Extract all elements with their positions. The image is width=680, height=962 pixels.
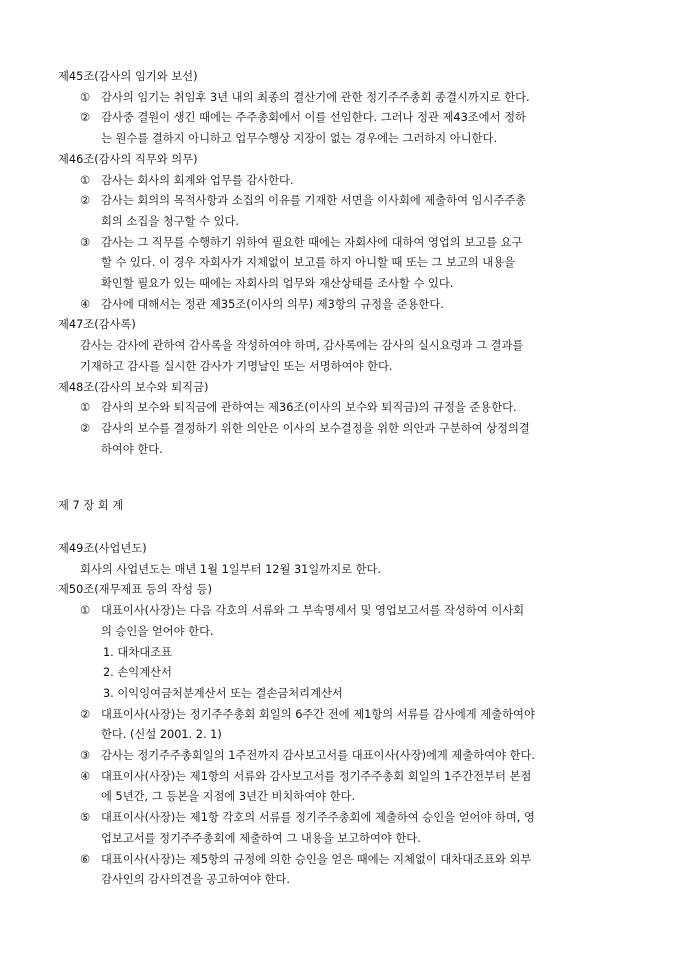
line-text: 한다. (신설 2001. 2. 1)	[101, 728, 222, 742]
article-paragraph	[80, 233, 522, 253]
article-paragraph-continuation	[101, 129, 497, 149]
article-paragraph	[80, 419, 530, 439]
article-paragraph	[80, 746, 535, 766]
line-text: 하여야 한다.	[101, 442, 163, 456]
article-title	[58, 539, 147, 559]
article-body-line	[80, 357, 392, 377]
line-text: 제48조(감사의 보수와 퇴직금)	[58, 380, 209, 394]
line-text: 기재하고 감사를 실시한 감사가 기명날인 또는 서명하여야 한다.	[80, 359, 393, 373]
article-paragraph	[80, 108, 526, 128]
article-paragraph	[80, 191, 526, 211]
article-body-line	[80, 560, 381, 580]
line-text: 는 원수를 결하지 아니하고 업무수행상 지장이 없는 경우에는 그러하지 아니한다.	[101, 132, 498, 146]
article-paragraph	[80, 705, 535, 725]
article-paragraph	[80, 601, 524, 621]
line-text: 감사의 보수를 결정하기 위한 의안은 이사의 보수결정을 위한 의안과 구분하여 상정의결	[101, 421, 530, 435]
line-text: 대표이사(사장)는 제5항의 규정에 의한 승인을 얻은 때에는 지체없이 대차대조표와 외부	[101, 852, 532, 866]
paragraph-number: ①	[80, 401, 91, 415]
line-text: 감사의 임기는 취임후 3년 내의 최종의 결산기에 관한 정기주주총회 종결시까지로 한다.	[101, 90, 530, 104]
line-text: 회사의 사업년도는 매년 1월 1일부터 12월 31일까지로 한다.	[80, 562, 382, 576]
line-text: 제49조(사업년도)	[58, 542, 147, 555]
article-paragraph-continuation	[101, 274, 453, 294]
paragraph-number: ①	[80, 173, 91, 187]
paragraph-number: ④	[80, 769, 91, 783]
line-text: 대표이사(사장)는 정기주주총회 회일의 6주간 전에 제1항의 서류를 감사에게 제출하여야	[101, 707, 535, 721]
article-paragraph-continuation	[101, 725, 222, 745]
paragraph-number: ④	[80, 297, 91, 311]
line-text: 의 승인을 얻어야 한다.	[101, 624, 214, 638]
paragraph-number: ②	[80, 111, 91, 125]
article-paragraph	[80, 850, 531, 870]
paragraph-number: ⑥	[80, 852, 91, 866]
line-text: 제46조(감사의 직무와 의무)	[58, 152, 198, 166]
article-paragraph-continuation	[101, 829, 421, 849]
line-text: 감사는 회사의 회계와 업무를 감사한다.	[101, 173, 294, 187]
article-paragraph-continuation	[101, 870, 290, 890]
line-text: 감사인의 감사의견을 공고하여야 한다.	[101, 873, 290, 887]
line-text: 대표이사(사장)는 다음 각호의 서류와 그 부속명세서 및 영업보고서를 작성하여 이사회	[101, 604, 525, 618]
line-text: 1. 대차대조표	[103, 645, 172, 659]
line-text: 감사는 그 직무를 수행하기 위하여 필요한 때에는 자회사에 대하여 영업의 보고를 요구	[101, 235, 523, 249]
paragraph-number: ③	[80, 749, 91, 762]
article-title	[58, 580, 212, 600]
article-title	[58, 67, 198, 87]
article-paragraph-continuation	[101, 212, 239, 232]
line-text: 제50조(재무제표 등의 작성 등)	[58, 583, 213, 597]
paragraph-number: ①	[80, 90, 91, 104]
paragraph-number: ③	[80, 235, 91, 249]
article-title	[58, 378, 208, 398]
paragraph-number: ②	[80, 707, 91, 721]
article-title	[58, 315, 136, 335]
paragraph-number: ⑤	[80, 811, 91, 825]
line-text: 감사는 회의의 목적사항과 소집의 이유를 기재한 서면을 이사회에 제출하여 임시주주총	[101, 194, 527, 208]
article-paragraph	[80, 171, 294, 191]
line-text: 2. 손익계산서	[103, 666, 172, 680]
line-text: 대표이사(사장)는 제1항의 서류와 감사보고서를 정기주주총회 회일의 1주간전부터 본점	[101, 769, 532, 783]
line-text: 대표이사(사장)는 제1항 각호의 서류를 정기주주총회에 제출하여 승인을 얻어야 하며, 영	[101, 811, 535, 825]
article-title	[58, 150, 198, 170]
line-text: 감사는 감사에 관하여 감사록을 작성하여야 하며, 감사록에는 감사의 실시요령과 그 결과를	[80, 339, 524, 353]
list-item	[103, 684, 343, 704]
article-paragraph	[80, 808, 535, 828]
line-text: 제45조(감사의 임기와 보선)	[58, 70, 198, 83]
article-paragraph-continuation	[101, 440, 163, 460]
line-text: 회의 소집을 청구할 수 있다.	[101, 214, 239, 228]
paragraph-number: ②	[80, 194, 91, 208]
line-text: 3. 이익잉여금처분계산서 또는 결손금처리계산서	[103, 686, 343, 700]
line-text: 감사중 결원이 생긴 때에는 주주총회에서 이를 선임한다. 그러나 정관 제43조에서 정하	[101, 111, 526, 125]
article-paragraph	[80, 295, 444, 315]
article-paragraph	[80, 767, 531, 787]
paragraph-number: ②	[80, 421, 91, 435]
article-paragraph	[80, 398, 517, 418]
article-body-line	[80, 336, 523, 356]
line-text: 제 7 장 회 계	[58, 499, 124, 512]
line-text: 할 수 있다. 이 경우 자회사가 지체없이 보고를 하지 아니할 때 또는 그 보고의 내용을	[101, 256, 515, 270]
line-text: 확인할 필요가 있는 때에는 자회사의 업무와 재산상태를 조사할 수 있다.	[101, 277, 454, 290]
line-text: 업보고서를 정기주주총회에 제출하여 그 내용을 보고하여야 한다.	[101, 831, 421, 845]
chapter-title	[58, 496, 123, 516]
article-paragraph-continuation	[101, 622, 214, 642]
list-item	[103, 643, 172, 663]
article-paragraph-continuation	[101, 253, 515, 273]
line-text: 감사는 정기주주총회일의 1주전까지 감사보고서를 대표이사(사장)에게 제출하여야 한다.	[101, 749, 536, 762]
article-paragraph-continuation	[101, 787, 355, 807]
line-text: 에 5년간, 그 등본을 지점에 3년간 비치하여야 한다.	[101, 790, 356, 804]
paragraph-number: ①	[80, 604, 91, 618]
line-text: 제47조(감사록)	[58, 318, 136, 332]
line-text: 감사에 대해서는 정관 제35조(이사의 의무) 제3항의 규정을 준용한다.	[101, 297, 444, 311]
article-paragraph	[80, 88, 530, 108]
list-item	[103, 663, 172, 683]
line-text: 감사의 보수와 퇴직금에 관하여는 제36조(이사의 보수와 퇴직금)의 규정을 준용한다.	[101, 401, 517, 415]
